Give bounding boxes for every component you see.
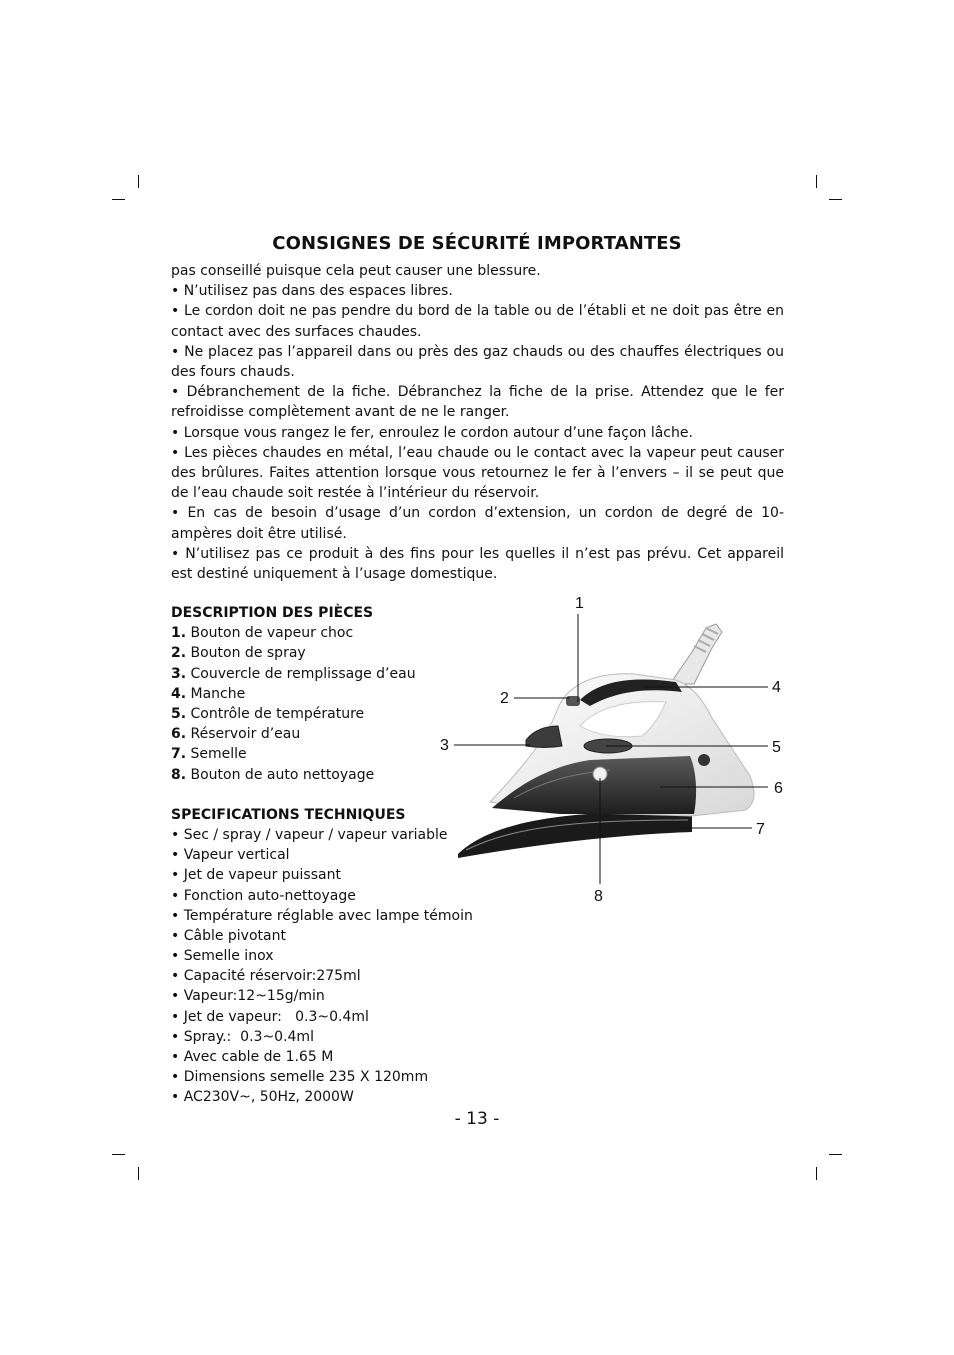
specs-heading: SPECIFICATIONS TECHNIQUES	[171, 807, 406, 823]
list-item: • Vapeur vertical	[171, 847, 290, 864]
part-label: Couvercle de remplissage d’eau	[190, 665, 416, 682]
list-item: • Spray.: 0.3~0.4ml	[171, 1028, 314, 1045]
instruction-paragraph: • Ne placez pas l’appareil dans ou près des gaz chauds ou des chauffes électriques ou des fours chauds.	[171, 343, 784, 381]
crop-mark	[816, 175, 817, 188]
instruction-paragraph: • Débranchement de la fiche. Débranchez la fiche de la prise. Attendez que le fer refroidisse complètement avant de ne le ranger.	[171, 384, 784, 421]
part-label: Contrôle de température	[190, 706, 365, 723]
list-item: • Fonction auto-nettoyage	[171, 887, 356, 904]
list-item	[171, 664, 416, 684]
list-item: • Semelle inox	[171, 948, 274, 965]
list-item	[171, 744, 416, 764]
list-item: • Vapeur:12~15g/min	[171, 988, 325, 1005]
parts-list	[171, 623, 416, 785]
callout-7: 7	[756, 821, 765, 838]
part-label: Réservoir d’eau	[190, 726, 301, 743]
list-item	[171, 684, 416, 704]
part-label: Bouton de auto nettoyage	[190, 766, 375, 783]
list-item: • Avec cable de 1.65 M	[171, 1048, 334, 1065]
part-number: 3.	[171, 665, 187, 682]
instruction-paragraph: • Le cordon doit ne pas pendre du bord de la table ou de l’établi et ne doit pas être en contact avec des surfaces chaudes.	[171, 303, 784, 340]
list-item: • AC230V~, 50Hz, 2000W	[171, 1089, 354, 1106]
instruction-paragraph: • N’utilisez pas dans des espaces libres.	[171, 283, 453, 300]
instruction-paragraph: • Les pièces chaudes en métal, l’eau chaude ou le contact avec la vapeur peut causer des brûlures. Faites attention lorsque vous retournez le fer à l’envers – il se peut que de l’eau chaude soit restée à l’intérieur du réservoir.	[171, 444, 784, 502]
list-item: • Jet de vapeur: 0.3~0.4ml	[171, 1008, 369, 1025]
part-number: 8.	[171, 766, 187, 783]
crop-mark	[816, 1167, 817, 1180]
crop-mark	[112, 1154, 125, 1155]
part-number: 5.	[171, 706, 187, 723]
part-label: Manche	[190, 685, 246, 702]
parts-heading: DESCRIPTION DES PIÈCES	[171, 605, 374, 621]
callout-4: 4	[772, 679, 781, 696]
list-item	[171, 765, 416, 785]
list-item	[171, 623, 416, 643]
safety-instructions	[171, 261, 784, 584]
crop-mark	[138, 1167, 139, 1180]
page-title: CONSIGNES DE SÉCURITÉ IMPORTANTES	[272, 233, 682, 254]
iron-illustration	[458, 624, 754, 858]
list-item	[171, 704, 416, 724]
part-number: 7.	[171, 746, 187, 763]
list-item: • Capacité réservoir:275ml	[171, 968, 361, 985]
part-number: 4.	[171, 685, 187, 702]
callout-5: 5	[772, 739, 781, 756]
parts-description	[171, 603, 416, 785]
part-label: Semelle	[190, 746, 247, 763]
part-label: Bouton de vapeur choc	[190, 625, 354, 642]
callout-8: 8	[594, 888, 603, 905]
crop-mark	[112, 199, 125, 200]
list-item: • Température réglable avec lampe témoin	[171, 907, 473, 924]
page-number: - 13 -	[454, 1109, 500, 1129]
crop-mark	[829, 1154, 842, 1155]
technical-specs	[171, 805, 473, 1107]
callout-6: 6	[774, 780, 783, 797]
list-item: • Dimensions semelle 235 X 120mm	[171, 1069, 429, 1086]
list-item: • Câble pivotant	[171, 927, 286, 944]
instruction-paragraph: pas conseillé puisque cela peut causer une blessure.	[171, 263, 541, 279]
specs-list	[171, 825, 473, 1107]
crop-mark	[138, 175, 139, 188]
list-item	[171, 643, 416, 663]
iron-diagram	[430, 588, 790, 908]
crop-mark	[829, 199, 842, 200]
part-label: Bouton de spray	[190, 645, 306, 662]
part-number: 6.	[171, 726, 187, 743]
instruction-paragraph: • En cas de besoin d’usage d’un cordon d’extension, un cordon de degré de 10-ampères doit être utilisé.	[171, 505, 784, 542]
list-item: • Sec / spray / vapeur / vapeur variable	[171, 827, 448, 844]
part-number: 1.	[171, 625, 187, 642]
instruction-paragraph: • Lorsque vous rangez le fer, enroulez le cordon autour d’une façon lâche.	[171, 424, 693, 441]
instruction-paragraph: • N’utilisez pas ce produit à des fins pour les quelles il n’est pas prévu. Cet appareil est destiné uniquement à l’usage domestique.	[171, 545, 784, 583]
callout-2: 2	[500, 690, 509, 707]
list-item: • Jet de vapeur puissant	[171, 867, 341, 884]
part-number: 2.	[171, 645, 187, 662]
callout-3: 3	[440, 737, 449, 754]
list-item	[171, 724, 416, 744]
callout-1: 1	[575, 595, 584, 612]
